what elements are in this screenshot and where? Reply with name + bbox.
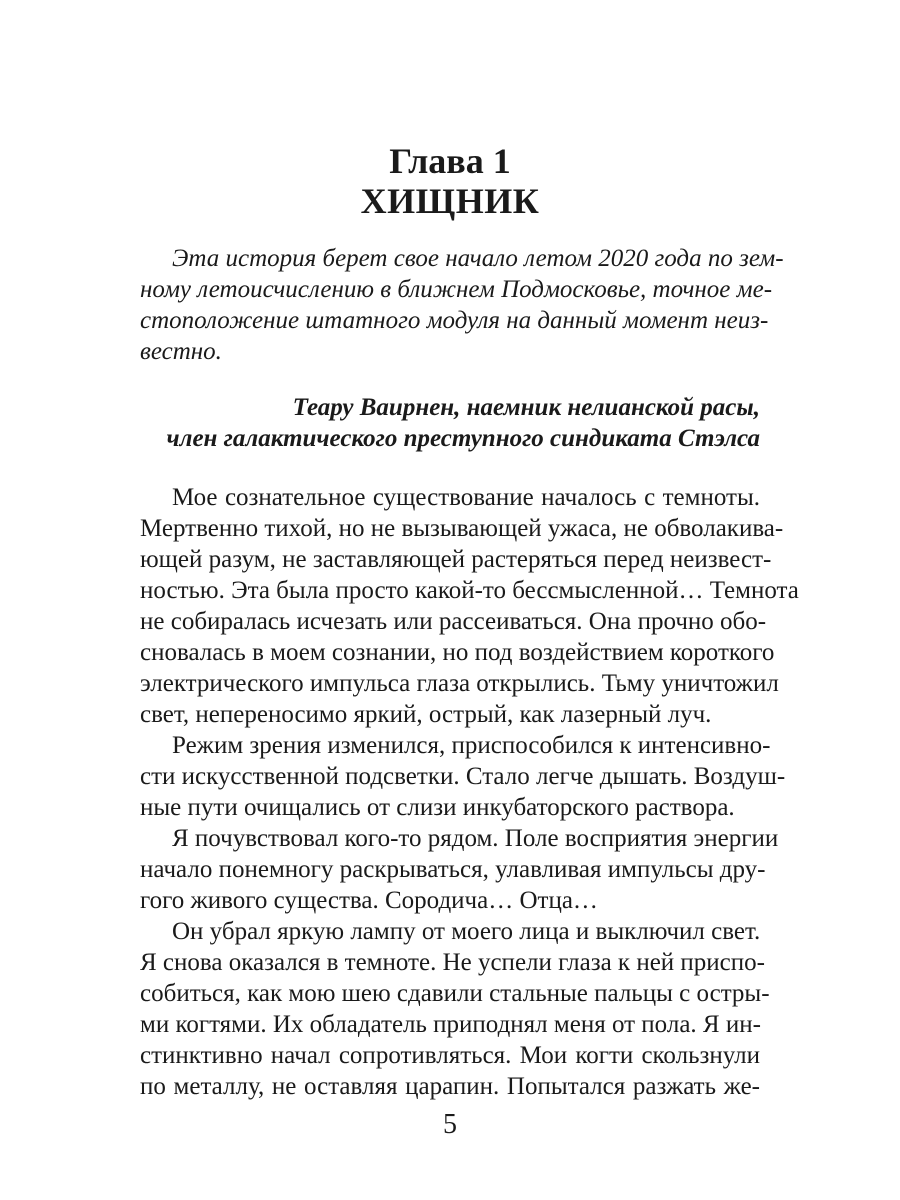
body-text bbox=[140, 482, 799, 1102]
epigraph-line: вестно. bbox=[140, 338, 222, 365]
signature-line: Теару Ваирнен, наемник нелианской расы, bbox=[292, 394, 760, 421]
epigraph bbox=[140, 243, 784, 367]
epigraph-line: стоположение штатного модуля на данный момент неиз- bbox=[140, 307, 769, 334]
body-line: собиться, как мою шею сдавили стальные пальцы с остры- bbox=[140, 980, 770, 1007]
chapter-number: Глава 1 bbox=[389, 141, 511, 181]
body-line: ющей разум, не заставляющей растеряться перед неизвест- bbox=[140, 546, 772, 573]
body-line: свет, непереносимо яркий, острый, как лазерный луч. bbox=[140, 701, 712, 728]
epigraph-line: ному летоисчислению в ближнем Подмосковье, точное ме- bbox=[140, 276, 773, 303]
signature-line: член галактического преступного синдиката Стэлса bbox=[166, 425, 760, 452]
body-line: Режим зрения изменился, приспособился к интенсивно- bbox=[172, 732, 771, 759]
chapter-title: ХИЩНИК bbox=[360, 181, 540, 221]
body-line: ми когтями. Их обладатель приподнял меня от пола. Я ин- bbox=[140, 1011, 761, 1038]
body-line: Я почувствовал кого-то рядом. Поле восприятия энергии bbox=[172, 825, 779, 852]
body-line: гого живого существа. Сородича… Отца… bbox=[140, 887, 598, 914]
body-line: Я снова оказался в темноте. Не успели глаза к ней приспо- bbox=[140, 949, 765, 976]
body-line: Мертвенно тихой, но не вызывающей ужаса, не обволакива- bbox=[140, 515, 784, 542]
epigraph-line: Эта история берет свое начало летом 2020 года по зем- bbox=[172, 245, 784, 272]
body-line: стинктивно начал сопротивляться. Мои когти скользнули bbox=[140, 1042, 760, 1069]
body-line: начало понемногу раскрываться, улавливая импульсы дру- bbox=[140, 856, 766, 883]
page-number: 5 bbox=[443, 1109, 457, 1140]
body-line: Мое сознательное существование началось с темноты. bbox=[172, 484, 760, 511]
body-line: ные пути очищались от слизи инкубаторского раствора. bbox=[140, 794, 735, 821]
body-line: не собиралась исчезать или рассеиваться. Она прочно обо- bbox=[140, 608, 767, 635]
body-line: по металлу, не оставляя царапин. Попытался разжать же- bbox=[140, 1073, 760, 1100]
body-line: Он убрал яркую лампу от моего лица и выключил свет. bbox=[172, 918, 761, 945]
epigraph-signature bbox=[140, 392, 760, 454]
body-line: сновалась в моем сознании, но под воздействием короткого bbox=[140, 639, 775, 666]
body-line: ностью. Эта была просто какой-то бессмысленной… Темнота bbox=[140, 577, 799, 604]
body-line: сти искусственной подсветки. Стало легче дышать. Воздуш- bbox=[140, 763, 786, 790]
body-line: электрического импульса глаза открылись. Тьму уничтожил bbox=[140, 670, 779, 697]
